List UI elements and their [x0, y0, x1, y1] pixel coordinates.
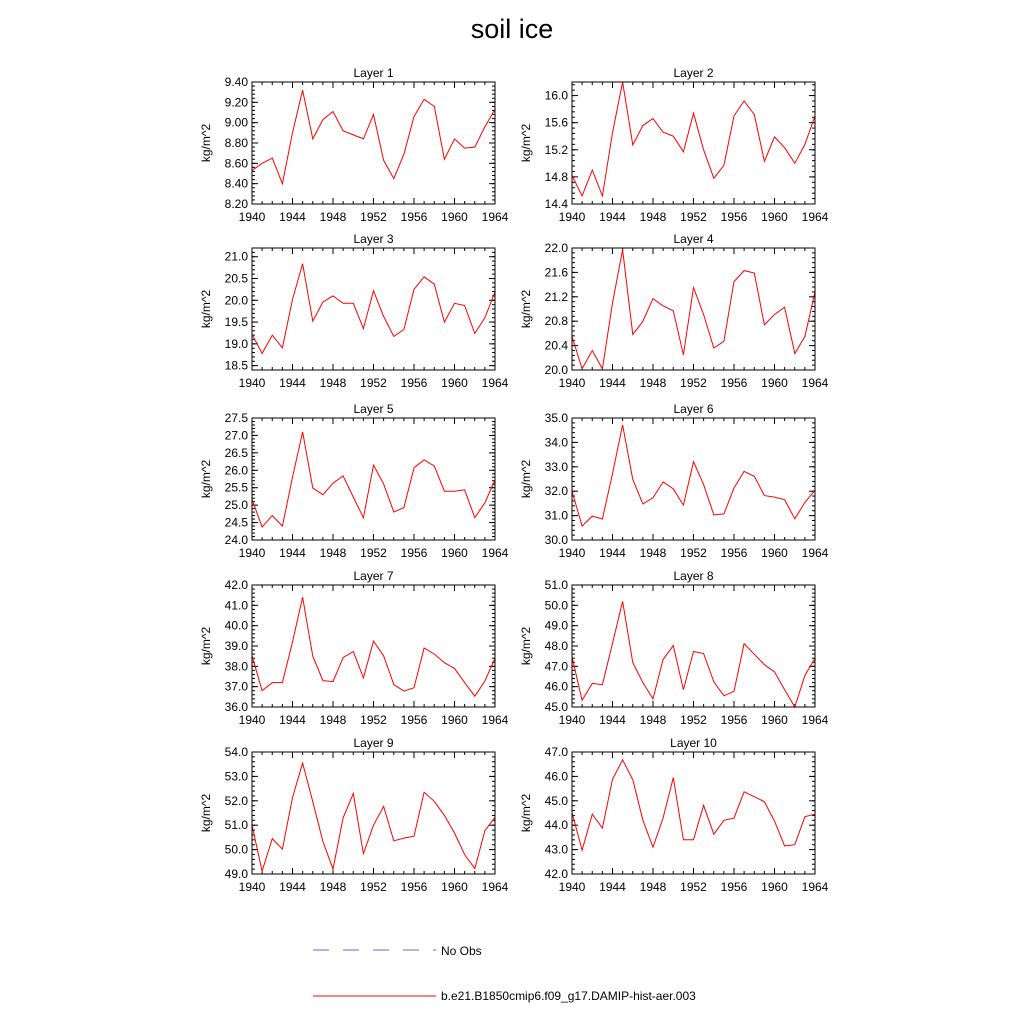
layer-panel: [519, 569, 829, 727]
x-tick-label: 1952: [360, 210, 387, 224]
y-tick-label: 41.0: [224, 598, 248, 613]
x-tick-label: 1948: [639, 376, 667, 390]
x-tick-label: 1948: [639, 546, 667, 560]
y-tick-label: 24.0: [224, 533, 248, 547]
y-tick-label: 39.0: [224, 639, 248, 653]
y-tick-label: 25.5: [224, 480, 248, 495]
y-tick-label: 38.0: [224, 659, 248, 674]
y-tick-label: 25.0: [224, 498, 248, 513]
x-tick-label: 1940: [238, 880, 266, 894]
panel-title: Layer 7: [353, 569, 394, 583]
y-tick-label: 48.0: [544, 639, 568, 653]
x-tick-label: 1944: [279, 376, 306, 390]
series-line: [252, 432, 495, 527]
y-tick-label: 40.0: [224, 618, 248, 633]
x-tick-label: 1944: [279, 713, 306, 727]
series-line: [572, 82, 815, 196]
panel-title: Layer 1: [353, 66, 394, 80]
y-axis-label: kg/m^2: [199, 793, 213, 833]
y-tick-label: 26.0: [224, 463, 248, 478]
y-tick-label: 32.0: [544, 484, 568, 499]
y-axis-label: kg/m^2: [519, 626, 533, 666]
x-tick-label: 1952: [680, 713, 707, 727]
y-tick-label: 20.5: [224, 271, 248, 286]
y-tick-label: 49.0: [224, 867, 248, 881]
y-axis-label: kg/m^2: [199, 289, 213, 329]
y-axis-label: kg/m^2: [519, 459, 533, 499]
y-tick-label: 24.5: [224, 515, 248, 530]
layer-panel: [519, 736, 829, 894]
panel-title: Layer 4: [673, 232, 714, 246]
panel-title: Layer 6: [673, 402, 714, 416]
panel-title: Layer 10: [670, 736, 717, 750]
y-tick-label: 31.0: [544, 508, 568, 523]
y-tick-label: 19.5: [224, 315, 248, 330]
y-axis-label: kg/m^2: [519, 123, 533, 163]
legend-model-label: b.e21.B1850cmip6.f09_g17.DAMIP-hist-aer.003: [441, 989, 696, 1003]
y-tick-label: 51.0: [544, 578, 568, 592]
x-tick-label: 1964: [801, 880, 829, 894]
y-tick-label: 9.00: [224, 115, 248, 130]
y-tick-label: 22.0: [544, 241, 568, 255]
x-tick-label: 1940: [558, 376, 586, 390]
x-tick-label: 1960: [441, 880, 468, 894]
y-tick-label: 27.5: [224, 411, 248, 425]
panel-title: Layer 5: [353, 402, 394, 416]
x-tick-label: 1948: [319, 210, 347, 224]
x-tick-label: 1956: [400, 880, 428, 894]
x-tick-label: 1940: [238, 713, 266, 727]
x-tick-label: 1952: [680, 880, 707, 894]
y-tick-label: 42.0: [224, 578, 248, 592]
panel-title: Layer 8: [673, 569, 714, 583]
layer-panel: [519, 232, 829, 390]
y-tick-label: 20.0: [544, 363, 568, 377]
y-tick-label: 21.6: [544, 265, 568, 280]
y-tick-label: 46.0: [544, 679, 568, 694]
x-tick-label: 1940: [238, 546, 266, 560]
series-line: [572, 425, 815, 526]
plot-frame: [252, 752, 495, 874]
y-tick-label: 15.6: [544, 115, 568, 130]
layer-panel: [519, 66, 829, 224]
y-tick-label: 16.0: [544, 88, 568, 103]
series-line: [252, 264, 495, 354]
y-tick-label: 43.0: [544, 842, 568, 857]
x-tick-label: 1952: [680, 210, 707, 224]
x-tick-label: 1948: [319, 880, 347, 894]
series-line: [252, 763, 495, 871]
x-tick-label: 1956: [720, 546, 748, 560]
x-tick-label: 1952: [360, 880, 387, 894]
y-tick-label: 50.0: [224, 842, 248, 857]
layer-panel: [199, 66, 509, 224]
figure-title: soil ice: [470, 14, 554, 44]
x-tick-label: 1964: [481, 210, 509, 224]
x-tick-label: 1960: [761, 880, 788, 894]
y-tick-label: 8.60: [224, 156, 248, 171]
plot-frame: [572, 248, 815, 370]
x-tick-label: 1940: [238, 210, 266, 224]
y-tick-label: 14.8: [544, 169, 568, 184]
x-tick-label: 1964: [481, 713, 509, 727]
x-tick-label: 1952: [680, 546, 707, 560]
y-tick-label: 21.0: [224, 249, 248, 264]
x-tick-label: 1960: [761, 546, 788, 560]
x-tick-label: 1964: [481, 546, 509, 560]
x-tick-label: 1948: [639, 713, 667, 727]
x-tick-label: 1948: [319, 376, 347, 390]
y-tick-label: 51.0: [224, 818, 248, 833]
y-tick-label: 53.0: [224, 769, 248, 784]
x-tick-label: 1956: [720, 713, 748, 727]
y-tick-label: 54.0: [224, 745, 248, 759]
x-tick-label: 1960: [441, 546, 468, 560]
legend-obs-label: No Obs: [441, 944, 482, 958]
x-tick-label: 1940: [558, 546, 586, 560]
x-tick-label: 1956: [400, 376, 428, 390]
y-tick-label: 8.20: [224, 197, 248, 211]
x-tick-label: 1940: [238, 376, 266, 390]
series-line: [252, 90, 495, 184]
x-tick-label: 1960: [441, 713, 468, 727]
plot-frame: [252, 248, 495, 370]
x-tick-label: 1956: [720, 210, 748, 224]
series-line: [572, 760, 815, 851]
layer-panel: [199, 402, 509, 560]
y-tick-label: 36.0: [224, 700, 248, 714]
y-tick-label: 26.5: [224, 445, 248, 460]
y-tick-label: 8.40: [224, 176, 248, 191]
y-tick-label: 30.0: [544, 533, 568, 547]
y-tick-label: 42.0: [544, 867, 568, 881]
y-tick-label: 20.4: [544, 338, 568, 353]
plot-frame: [572, 418, 815, 540]
y-tick-label: 37.0: [224, 679, 248, 694]
x-tick-label: 1952: [360, 376, 387, 390]
x-tick-label: 1960: [441, 376, 468, 390]
layer-panel: [199, 232, 509, 390]
x-tick-label: 1952: [360, 546, 387, 560]
y-tick-label: 15.2: [544, 142, 568, 157]
x-tick-label: 1944: [599, 546, 626, 560]
x-tick-label: 1956: [400, 546, 428, 560]
plot-frame: [572, 752, 815, 874]
x-tick-label: 1964: [481, 880, 509, 894]
plot-frame: [252, 418, 495, 540]
y-tick-label: 9.20: [224, 95, 248, 110]
y-tick-label: 14.4: [544, 197, 568, 211]
x-tick-label: 1944: [279, 546, 306, 560]
x-tick-label: 1944: [599, 880, 626, 894]
x-tick-label: 1960: [761, 376, 788, 390]
layer-panel: [199, 569, 509, 727]
y-tick-label: 27.0: [224, 428, 248, 443]
x-tick-label: 1956: [400, 210, 428, 224]
x-tick-label: 1952: [680, 376, 707, 390]
y-tick-label: 47.0: [544, 745, 568, 759]
x-tick-label: 1956: [720, 880, 748, 894]
y-tick-label: 45.0: [544, 700, 568, 714]
y-tick-label: 44.0: [544, 818, 568, 833]
panel-title: Layer 9: [353, 736, 394, 750]
x-tick-label: 1940: [558, 713, 586, 727]
panel-title: Layer 3: [353, 232, 394, 246]
y-tick-label: 46.0: [544, 769, 568, 784]
x-tick-label: 1964: [801, 713, 829, 727]
x-tick-label: 1944: [599, 376, 626, 390]
y-tick-label: 35.0: [544, 411, 568, 425]
x-tick-label: 1964: [801, 376, 829, 390]
x-tick-label: 1952: [360, 713, 387, 727]
y-tick-label: 34.0: [544, 435, 568, 450]
y-tick-label: 50.0: [544, 598, 568, 613]
y-tick-label: 49.0: [544, 618, 568, 633]
plot-frame: [572, 82, 815, 204]
x-tick-label: 1944: [599, 210, 626, 224]
plot-frame: [572, 585, 815, 707]
legend: [313, 944, 696, 1003]
x-tick-label: 1940: [558, 210, 586, 224]
y-tick-label: 45.0: [544, 793, 568, 808]
y-tick-label: 33.0: [544, 459, 568, 474]
y-tick-label: 18.5: [224, 358, 248, 373]
y-axis-label: kg/m^2: [199, 626, 213, 666]
y-tick-label: 20.0: [224, 293, 248, 308]
plot-frame: [252, 585, 495, 707]
y-axis-label: kg/m^2: [519, 289, 533, 329]
layer-panel: [199, 736, 509, 894]
x-tick-label: 1948: [319, 713, 347, 727]
x-tick-label: 1956: [720, 376, 748, 390]
x-tick-label: 1960: [761, 713, 788, 727]
y-tick-label: 19.0: [224, 336, 248, 351]
x-tick-label: 1948: [639, 210, 667, 224]
x-tick-label: 1964: [801, 210, 829, 224]
y-tick-label: 52.0: [224, 793, 248, 808]
x-tick-label: 1948: [639, 880, 667, 894]
x-tick-label: 1964: [481, 376, 509, 390]
panel-title: Layer 2: [673, 66, 714, 80]
x-tick-label: 1960: [441, 210, 468, 224]
y-axis-label: kg/m^2: [199, 123, 213, 163]
x-tick-label: 1944: [599, 713, 626, 727]
x-tick-label: 1948: [319, 546, 347, 560]
series-line: [252, 597, 495, 696]
x-tick-label: 1964: [801, 546, 829, 560]
y-tick-label: 47.0: [544, 659, 568, 674]
x-tick-label: 1940: [558, 880, 586, 894]
y-tick-label: 8.80: [224, 136, 248, 150]
y-tick-label: 9.40: [224, 75, 248, 89]
y-axis-label: kg/m^2: [519, 793, 533, 833]
y-tick-label: 20.8: [544, 314, 568, 329]
x-tick-label: 1944: [279, 880, 306, 894]
x-tick-label: 1960: [761, 210, 788, 224]
y-tick-label: 21.2: [544, 289, 568, 304]
y-axis-label: kg/m^2: [199, 459, 213, 499]
panel-grid: [199, 66, 829, 894]
layer-panel: [519, 402, 829, 560]
x-tick-label: 1944: [279, 210, 306, 224]
series-line: [572, 250, 815, 369]
series-line: [572, 601, 815, 707]
x-tick-label: 1956: [400, 713, 428, 727]
